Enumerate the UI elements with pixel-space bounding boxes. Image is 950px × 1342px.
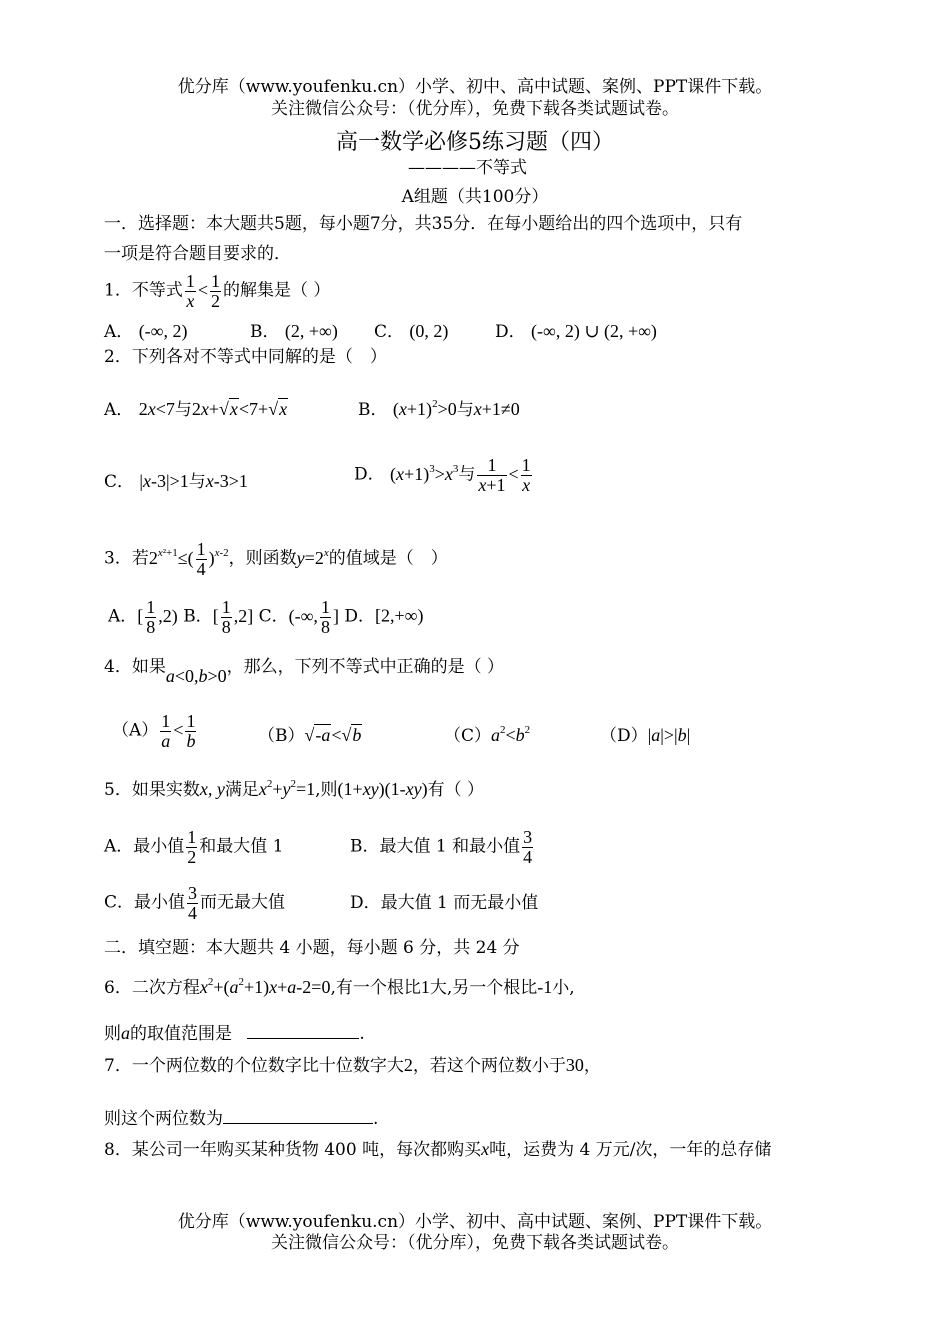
question-3: 3．若$2^{x^2+1}\le$( $\frac{1}{4}$ )$^{x-2}$，则函数$y=2^x$的值域是（ ） — [104, 539, 448, 579]
question-1 — [104, 272, 330, 311]
q1-option-b: B． (2, +∞) — [250, 321, 338, 342]
question-8: 8．某公司一年购买某种货物 400 吨，每次都购买x吨，运费为 4 万元/次，一年的总存储 — [104, 1139, 772, 1160]
q4-option-a: （A） $\frac{1}{a}$ < $\frac{1}{b}$ — [112, 711, 196, 751]
q4-option-b: （B）√-a<√b — [258, 725, 362, 746]
q5-option-d: D．最大值 1 而无最小值 — [350, 893, 539, 913]
question-5: 5．如果实数x, y满足$x^2+y^2=1$,则(1+xy)(1-xy)有（ ） — [104, 778, 485, 800]
q2-option-b: B． $(x+1)^2>0$与x+1≠0 — [358, 398, 520, 420]
question-7-line2: 则这个两位数为 . — [104, 1109, 379, 1129]
q4-option-c: $(C)a^2<b^2$ — [444, 724, 531, 746]
question-6: 6．二次方程$x^2+(a^2+1)x+a-2=0$,有一个根比1大,另一个根比-1小, — [104, 976, 575, 998]
q5-option-b: B．最大值 1 和最小值 $\frac{3}{4}$ — [350, 827, 533, 867]
question-2: 2．下列各对不等式中同解的是（ ） — [104, 347, 387, 367]
q7-answer-blank[interactable] — [223, 1123, 373, 1124]
q4-option-d: （D）|a|>|b| — [600, 725, 691, 746]
footer-line-1: 优分库（www.youfenku.cn）小学、初中、高中试题、案例、PPT课件下载。 — [177, 1212, 773, 1232]
q6-answer-blank[interactable] — [247, 1038, 359, 1039]
header-line-2: 关注微信公众号：（优分库），免费下载各类试题试卷。 — [271, 99, 679, 119]
q5-option-a: A．最小值 $\frac{1}{2}$ 和最大值 1 — [104, 827, 284, 867]
q5-option-c: C．最小值 $\frac{3}{4}$ 而无最大值 — [104, 883, 286, 923]
question-4: 4．如果a<0,b>0，那么，下列不等式中正确的是（ ） — [104, 657, 505, 686]
header-line-1: 优分库（www.youfenku.cn）小学、初中、高中试题、案例、PPT课件下载。 — [177, 77, 773, 97]
q1-prefix: 1．不等式 — [104, 280, 183, 301]
page-subtitle: ————不等式 — [408, 158, 527, 178]
q2-option-d: D． $(x+1)^3>x^3$与 $\frac{1}{x+1}$ < $\frac{1}{x}$ — [354, 455, 531, 495]
question-6-line2: 则a的取值范围是 . — [104, 1023, 365, 1044]
page-title: 高一数学必修5练习题（四） — [336, 130, 614, 155]
group-heading: A组题（共100分） — [401, 187, 549, 207]
q3-options: A．[ $\frac{1}{8}$ ,2) B．[ $\frac{1}{8}$ ,2] C．(-∞, $\frac{1}{8}$ ] D．[2,+∞) — [108, 597, 424, 637]
q1-suffix: 的解集是（ ） — [222, 280, 331, 301]
section1-intro-line2: 一项是符合题目要求的． — [104, 244, 291, 264]
q1-inequality: $\frac{1}{x}$ < $\frac{1}{2}$ — [185, 271, 220, 311]
section1-intro-line1: 一．选择题：本大题共5题，每小题7分，共35分．在每小题给出的四个选项中，只有 — [104, 214, 743, 234]
q1-option-c: C． (0, 2) — [374, 321, 449, 342]
question-7: 7．一个两位数的个位数字比十位数字大2，若这个两位数小于30， — [104, 1055, 601, 1076]
q1-option-a: A． (-∞, 2) — [104, 321, 188, 342]
q1-option-d: D． (-∞, 2) ∪ (2, +∞) — [495, 321, 657, 342]
section2-intro: 二．填空题：本大题共 4 小题，每小题 6 分，共 24 分 — [104, 938, 520, 958]
q2-option-a: A． 2x<7与2x+√x<7+√x — [104, 399, 288, 420]
q2-option-c: C． |x-3|>1与x-3>1 — [104, 471, 248, 492]
footer-line-2: 关注微信公众号：（优分库），免费下载各类试题试卷。 — [271, 1233, 679, 1253]
